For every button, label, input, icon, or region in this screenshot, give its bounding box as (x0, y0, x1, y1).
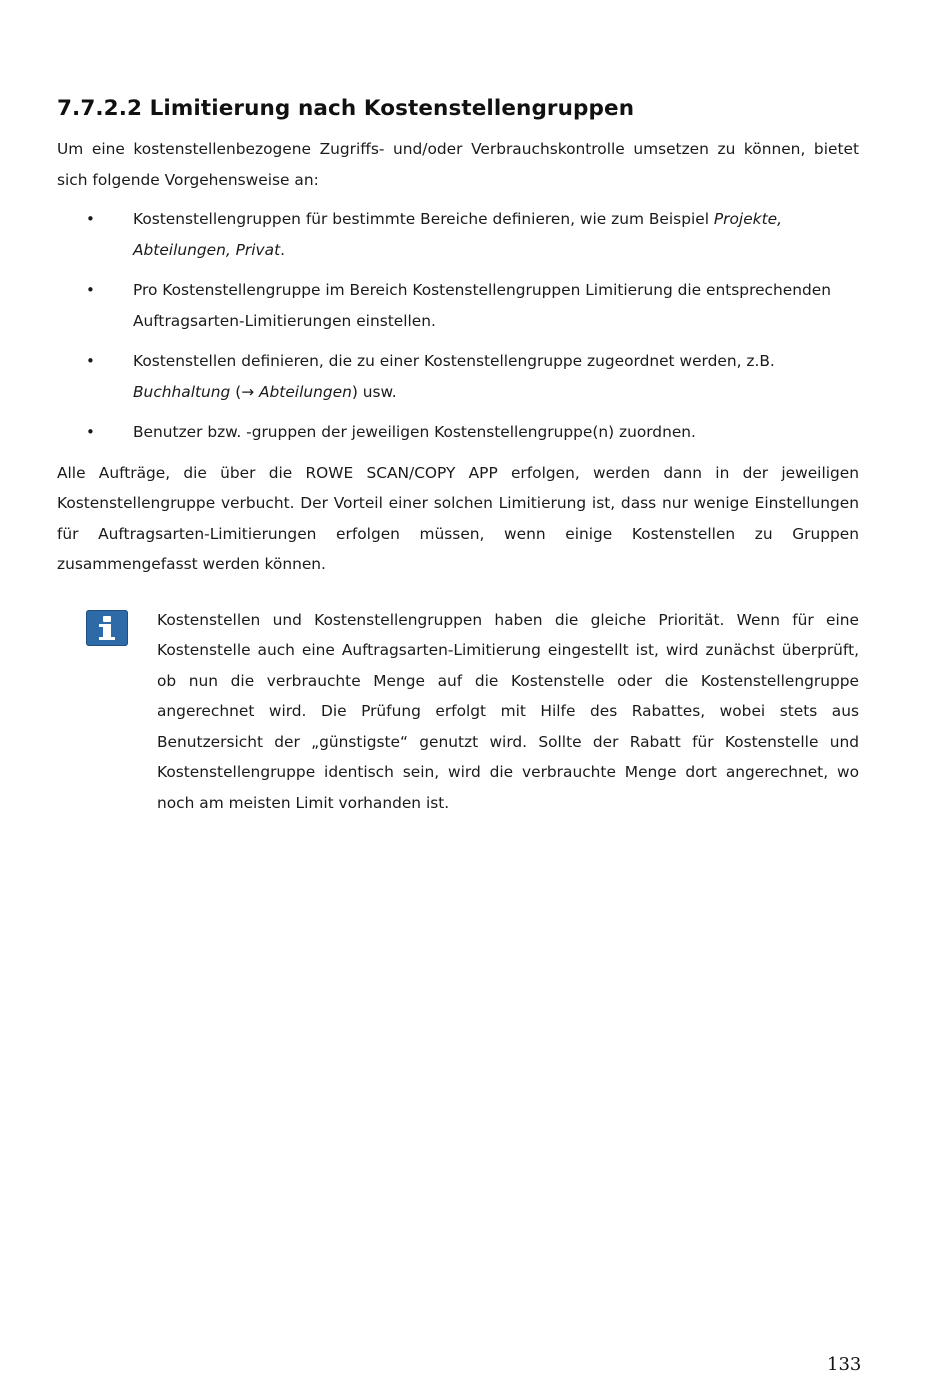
list-item (57, 346, 859, 407)
list-item (57, 204, 859, 265)
page-number: 133 (827, 1354, 862, 1375)
list-item-text: Kostenstellengruppen für bestimmte Bereiche definieren, wie zum Beispiel (133, 210, 714, 228)
list-item-text: Kostenstellen definieren, die zu einer Kostenstellengruppe zugeordnet werden, z.B. (133, 352, 775, 370)
steps-list (57, 204, 859, 448)
bullet-icon: • (86, 352, 95, 370)
intro-paragraph: Um eine kostenstellenbezogene Zugriffs- und/oder Verbrauchskontrolle umsetzen zu können, bietet sich folgende Vorgehensweise an: (57, 140, 859, 189)
section-heading: 7.7.2.2 Limitierung nach Kostenstellengruppen (57, 96, 635, 121)
info-note-text: Kostenstellen und Kostenstellengruppen haben die gleiche Priorität. Wenn für eine Kostenstelle auch eine Auftragsarten-Limitierung eingestellt ist, wird zunächst überprüft, ob nun die verbrauchte Menge auf die Kostenstelle oder die Kostenstellengruppe angerechnet wird. Die Prüfung erfolgt mit Hilfe des Rabattes, wobei stets aus Benutzersicht der „günstigste“ genutzt wird. Sollte der Rabatt für Kostenstelle und Kostenstellengruppe identisch sein, wird die verbrauchte Menge dort angerechnet, wo noch am meisten Limit vorhanden ist. (157, 610, 859, 812)
bullet-icon: • (86, 210, 95, 228)
list-item-italic: Projekte, Abteilungen, Privat (133, 210, 782, 259)
list-item-italic-2: Abteilungen (259, 382, 352, 401)
list-item-text-end: . (280, 240, 286, 259)
list-item-text: Benutzer bzw. -gruppen der jeweiligen Kostenstellengruppe(n) zuordnen. (133, 423, 696, 441)
list-item-italic: Buchhaltung (133, 382, 231, 401)
info-icon (86, 610, 128, 646)
bullet-icon: • (86, 281, 95, 299)
bullet-icon: • (86, 423, 95, 441)
list-item-text: Pro Kostenstellengruppe im Bereich Kostenstellengruppen Limitierung die entsprechenden Auftragsarten-Limitierungen einstellen. (133, 281, 831, 330)
list-item-text-end: ) usw. (351, 382, 397, 401)
list-item (57, 275, 859, 336)
summary-paragraph: Alle Aufträge, die über die ROWE SCAN/COPY APP erfolgen, werden dann in der jeweiligen Kostenstellengruppe verbucht. Der Vorteil einer solchen Limitierung ist, dass nur wenige Einstellungen für Auftragsarten-Limitierungen erfolgen müssen, wenn einige Kostenstellen zu Gruppen zusammengefasst werden können. (57, 463, 859, 573)
info-note (57, 605, 859, 819)
list-item (57, 417, 859, 448)
list-item-text-middle: (→ (230, 382, 259, 401)
page-content (57, 96, 859, 818)
